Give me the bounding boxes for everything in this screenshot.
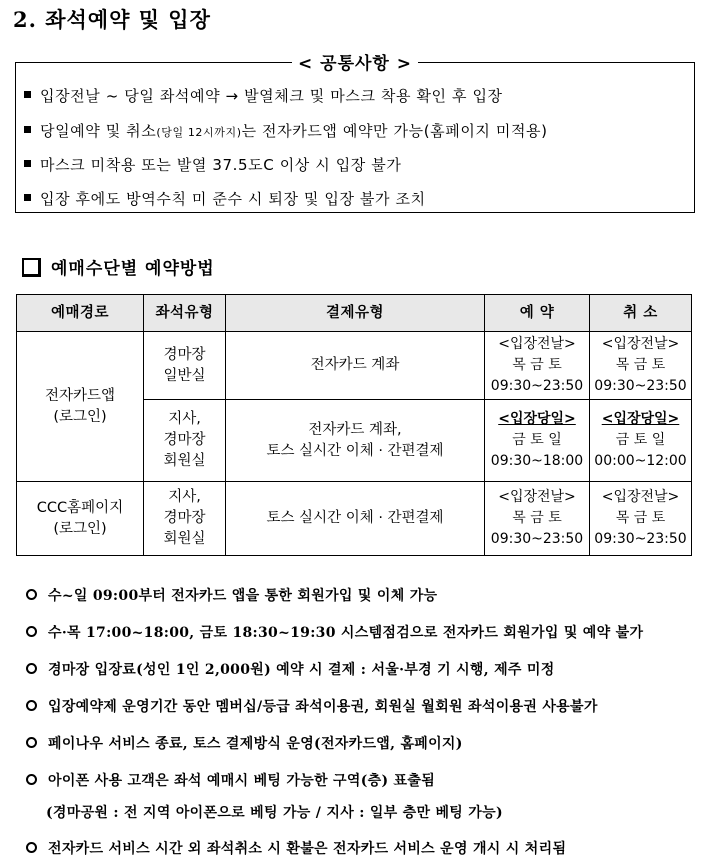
header-payment-type: 결제유형 bbox=[226, 295, 485, 332]
table-row bbox=[17, 482, 692, 556]
header-cancel: 취 소 bbox=[590, 295, 692, 332]
circle-bullet-icon bbox=[26, 700, 37, 711]
square-bullet-icon bbox=[24, 194, 31, 201]
seat-type-cell: 지사, 경마장 회원실 bbox=[144, 400, 226, 482]
reservation-method-table bbox=[16, 294, 692, 556]
seat-type-cell: 지사, 경마장 회원실 bbox=[144, 482, 226, 556]
checkbox-square-icon bbox=[22, 258, 41, 277]
note-item: 수·목 17:00~18:00, 금토 18:30~19:30 시스템점검으로 전자카드 회원가입 및 예약 불가 bbox=[26, 622, 643, 642]
table-header-row bbox=[17, 295, 692, 332]
reserve-cell: <입장전날> 목 금 토 09:30~23:50 bbox=[485, 332, 590, 400]
circle-bullet-icon bbox=[26, 774, 37, 785]
cancel-cell: <입장당일> 금 토 일 00:00~12:00 bbox=[590, 400, 692, 482]
page-title: 2. 좌석예약 및 입장 bbox=[13, 7, 211, 32]
channel-cell: 전자카드앱 (로그인) bbox=[17, 332, 144, 482]
cancel-cell: <입장전날> 목 금 토 09:30~23:50 bbox=[590, 332, 692, 400]
common-item: 입장전날 ~ 당일 좌석예약 → 발열체크 및 마스크 착용 확인 후 입장 bbox=[24, 85, 503, 106]
table-row bbox=[17, 332, 692, 400]
common-notice-box bbox=[15, 54, 695, 213]
circle-bullet-icon bbox=[26, 589, 37, 600]
note-subitem: (경마공원 : 전 지역 아이폰으로 베팅 가능 / 지사 : 일부 층만 베팅 가능) bbox=[46, 805, 503, 821]
reserve-cell: <입장전날> 목 금 토 09:30~23:50 bbox=[485, 482, 590, 556]
circle-bullet-icon bbox=[26, 842, 37, 853]
reserve-cell: <입장당일> 금 토 일 09:30~18:00 bbox=[485, 400, 590, 482]
note-item: 아이폰 사용 고객은 좌석 예매시 베팅 가능한 구역(층) 표출됨 bbox=[26, 770, 435, 790]
circle-bullet-icon bbox=[26, 626, 37, 637]
header-reserve: 예 약 bbox=[485, 295, 590, 332]
channel-cell: CCC홈페이지 (로그인) bbox=[17, 482, 144, 556]
common-item: 마스크 미착용 또는 발열 37.5도C 이상 시 입장 불가 bbox=[24, 154, 401, 175]
section-title: 예매수단별 예약방법 bbox=[22, 254, 215, 279]
note-item: 경마장 입장료(성인 1인 2,000원) 예약 시 결제 : 서울·부경 기 시행, 제주 미정 bbox=[26, 659, 555, 679]
cancel-cell: <입장전날> 목 금 토 09:30~23:50 bbox=[590, 482, 692, 556]
payment-cell: 토스 실시간 이체 · 간편결제 bbox=[226, 482, 485, 556]
common-item: 입장 후에도 방역수칙 미 준수 시 퇴장 및 입장 불가 조치 bbox=[24, 188, 426, 209]
note-item: 페이나우 서비스 종료, 토스 결제방식 운영(전자카드앱, 홈페이지) bbox=[26, 733, 463, 753]
seat-type-cell: 경마장 일반실 bbox=[144, 332, 226, 400]
circle-bullet-icon bbox=[26, 737, 37, 748]
header-seat-type: 좌석유형 bbox=[144, 295, 226, 332]
payment-cell: 전자카드 계좌 bbox=[226, 332, 485, 400]
common-notice-title: < 공통사항 > bbox=[292, 54, 418, 74]
circle-bullet-icon bbox=[26, 663, 37, 674]
header-channel: 예매경로 bbox=[17, 295, 144, 332]
square-bullet-icon bbox=[24, 126, 31, 133]
common-item: 당일예약 및 취소(당일 12시까지)는 전자카드앱 예약만 가능(홈페이지 미적용) bbox=[24, 120, 548, 141]
square-bullet-icon bbox=[24, 91, 31, 98]
square-bullet-icon bbox=[24, 160, 31, 167]
note-item: 입장예약제 운영기간 동안 멤버십/등급 좌석이용권, 회원실 월회원 좌석이용권 사용불가 bbox=[26, 696, 598, 716]
note-item: 수~일 09:00부터 전자카드 앱을 통한 회원가입 및 이체 가능 bbox=[26, 585, 437, 605]
note-item: 전자카드 서비스 시간 외 좌석취소 시 환불은 전자카드 서비스 운영 개시 시 처리됨 bbox=[26, 838, 566, 858]
payment-cell: 전자카드 계좌, 토스 실시간 이체 · 간편결제 bbox=[226, 400, 485, 482]
